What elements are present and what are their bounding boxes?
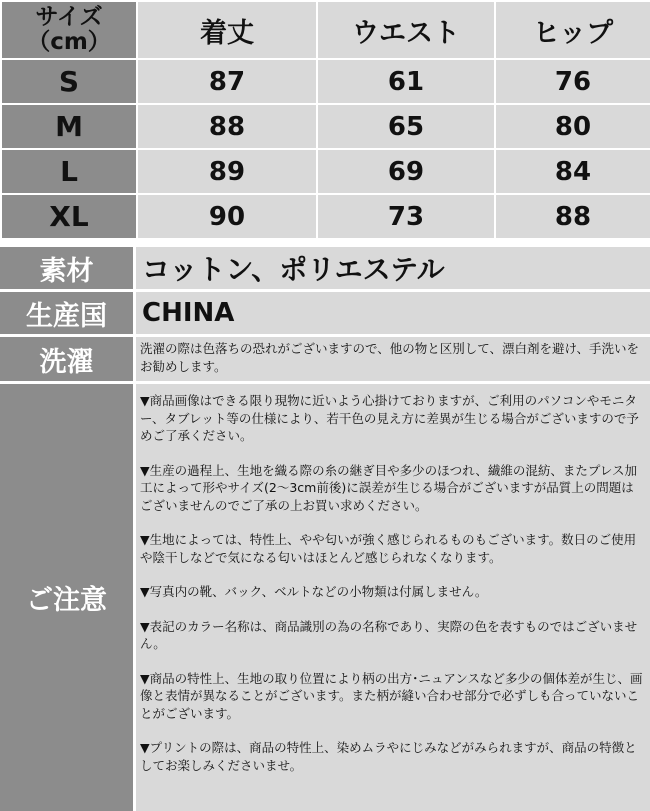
notes-label: ご注意 <box>0 384 133 811</box>
size-table <box>0 0 650 240</box>
column-header-length: 着丈 <box>137 1 317 59</box>
table-row <box>1 59 650 104</box>
column-header-waist: ウエスト <box>317 1 495 59</box>
note-item: ▼写真内の靴、バック、ベルトなどの小物類は付属しません。 <box>140 584 488 599</box>
length-value: 87 <box>137 59 317 104</box>
length-value: 90 <box>137 194 317 239</box>
size-label: XL <box>1 194 137 239</box>
waist-value: 69 <box>317 149 495 194</box>
table-row <box>1 194 650 239</box>
note-item: ▼プリントの際は、商品の特性上、染めムラやにじみなどがみられますが、商品の特徴としてお楽しみくださいませ。 <box>140 740 637 773</box>
waist-value: 65 <box>317 104 495 149</box>
hip-value: 76 <box>495 59 650 104</box>
column-header-hip: ヒップ <box>495 1 650 59</box>
note-item: ▼生地によっては、特性上、やや匂いが強く感じられるものもございます。数日のご使用や陰干しなどで気になる匂いはほとんど感じられなくなります。 <box>140 532 637 565</box>
notes-content <box>136 384 650 811</box>
origin-value: CHINA <box>136 292 650 334</box>
note-item: ▼商品画像はできる限り現物に近いよう心掛けておりますが、ご利用のパソコンやモニター、タブレット等の仕様により、若干色の見え方に差異が生じる場合がございますので予めご了承ください。 <box>140 393 639 443</box>
size-label: S <box>1 59 137 104</box>
material-value: コットン、ポリエステル <box>136 247 650 289</box>
waist-value: 73 <box>317 194 495 239</box>
origin-label: 生産国 <box>0 292 133 334</box>
size-header-label: サイズ <box>35 4 103 30</box>
size-unit-header <box>1 1 137 59</box>
size-label: M <box>1 104 137 149</box>
table-row <box>1 104 650 149</box>
unit-label: （cm） <box>27 29 111 55</box>
material-label: 素材 <box>0 247 133 289</box>
note-item: ▼生産の過程上、生地を織る際の糸の継ぎ目や多少のほつれ、繊維の混紡、またプレス加工によって形やサイズ(2〜3cm前後)に誤差が生じる場合がございますが品質上の問題はございませんのでご了承の上お買い求めください。 <box>140 462 637 513</box>
note-item: ▼商品の特性上、生地の取り位置により柄の出方･ニュアンスなど多少の個体差が生じ、画像と表情が異なることがございます。また柄が縫い合わせ部分で必ずしも合っていないことがございます。 <box>140 670 643 721</box>
hip-value: 84 <box>495 149 650 194</box>
hip-value: 80 <box>495 104 650 149</box>
note-item: ▼表記のカラー名称は、商品識別の為の名称であり、実際の色を表すものではございません。 <box>140 618 638 651</box>
hip-value: 88 <box>495 194 650 239</box>
waist-value: 61 <box>317 59 495 104</box>
length-value: 89 <box>137 149 317 194</box>
table-row <box>1 149 650 194</box>
washing-label: 洗濯 <box>0 337 133 381</box>
length-value: 88 <box>137 104 317 149</box>
size-label: L <box>1 149 137 194</box>
size-table-header <box>1 1 650 59</box>
washing-text: 洗濯の際は色落ちの恐れがございますので、他の物と区別して、漂白剤を避け、手洗いをお勧めします。 <box>136 337 650 381</box>
